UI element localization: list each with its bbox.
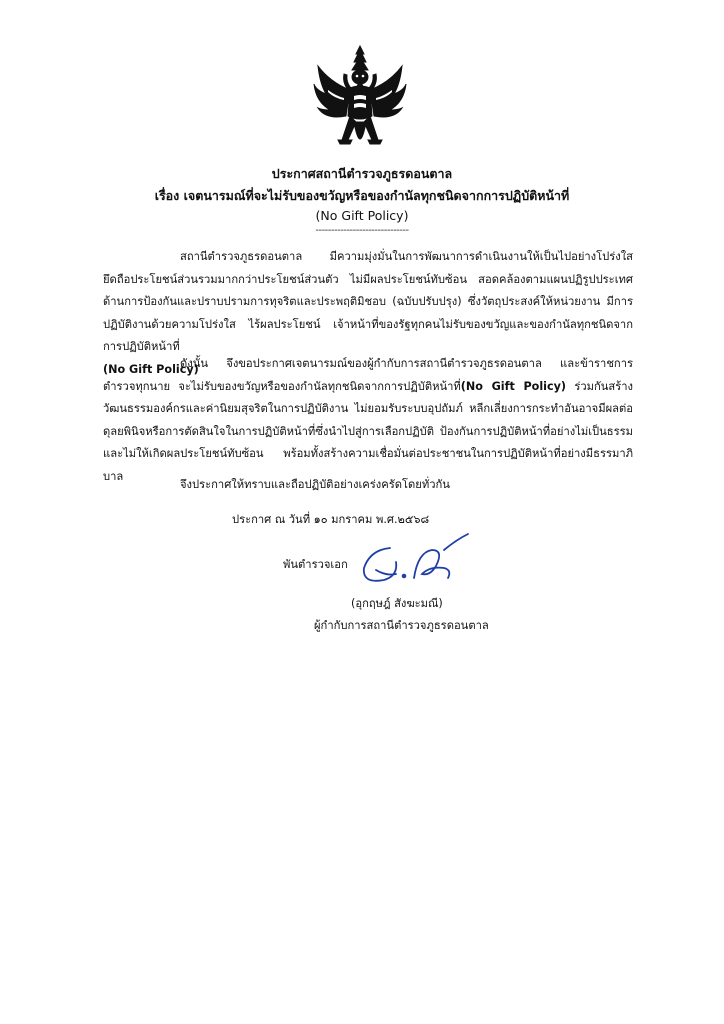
document-subject: เรื่อง เจตนารมณ์ที่จะไม่รับของขวัญหรือของกำนัลทุกชนิดจากการปฏิบัติหน้าที่: [154, 188, 570, 203]
document-title: ประกาศสถานีตำรวจภูธรดอนตาล: [271, 166, 453, 181]
paragraph-intro-text: สถานีตำรวจภูธรดอนตาล มีความมุ่งมั่นในการพัฒนาการดำเนินงานให้เป็นไปอย่างโปร่งใสยึดถือประโยชน์ส่วนรวมมากกว่าประโยชน์ส่วนตัว ไม่มีผลประโยชน์ทับซ้อน สอดคล้องตามแผนปฏิรูปประเทศด้านการป้องกันและปราบปรามการทุจริตและประพฤติมิชอบ (ฉบับปรับปรุง) ซึ่งวัตถุประสงค์ให้หน่วยงาน มีการปฏิบัติงานด้วยความโปร่งใส ไร้ผลประโยชน์ เจ้าหน้าที่ของรัฐทุกคนไม่รับของขวัญและของกำนัลทุกชนิดจากการปฏิบัติหน้าที่: [103, 250, 633, 354]
announcement-date: ประกาศ ณ วันที่ ๑๐ มกราคม พ.ศ.๒๕๖๘: [232, 513, 430, 526]
signatory-name: (อุกฤษฎ์ สังฆะมณี): [351, 597, 443, 610]
paragraph-declaration: [103, 353, 633, 489]
garuda-emblem-icon: [312, 44, 408, 158]
paragraph-declaration-text-a: ดังนั้น จึงขอประกาศเจตนารมณ์ของผู้กำกับการสถานีตำรวจภูธรดอนตาล และข้าราชการตำรวจทุกนาย จะไม่รับของขวัญหรือของกำนัลทุกชนิดจากการปฏิบัติหน้าที่: [103, 357, 633, 393]
announcement-line: จึงประกาศให้ทราบและถือปฏิบัติอย่างเคร่งครัดโดยทั่วกัน: [180, 478, 450, 491]
document-subtitle: (No Gift Policy): [315, 208, 409, 223]
handwritten-signature: [356, 530, 476, 592]
no-gift-policy-label: (No Gift Policy): [103, 362, 199, 376]
signatory-position: ผู้กำกับการสถานีตำรวจภูธรดอนตาล: [314, 619, 489, 632]
signatory-rank: พันตำรวจเอก: [283, 558, 348, 571]
paragraph-declaration-text-b: ร่วมกันสร้างวัฒนธรรมองค์กรและค่านิยมสุจริตในการปฏิบัติงาน ไม่ยอมรับระบบอุปถัมภ์ หลีกเลี่ยงการกระทำอันอาจมีผลต่อดุลยพินิจหรือการตัดสินใจในการปฏิบัติหน้าที่ซึ่งนำไปสู่การเลือกปฏิบัติ ป้องกันการปฏิบัติหน้าที่อย่างไม่เป็นธรรมและไม่ให้เกิดผลประโยชน์ทับซ้อน พร้อมทั้งสร้างความเชื่อมั่นต่อประชาชนในการปฏิบัติหน้าที่อย่างมีธรรมาภิบาล: [103, 379, 634, 483]
separator-line: ------------------------------: [315, 225, 409, 236]
no-gift-policy-inline: (No Gift Policy): [460, 379, 567, 393]
